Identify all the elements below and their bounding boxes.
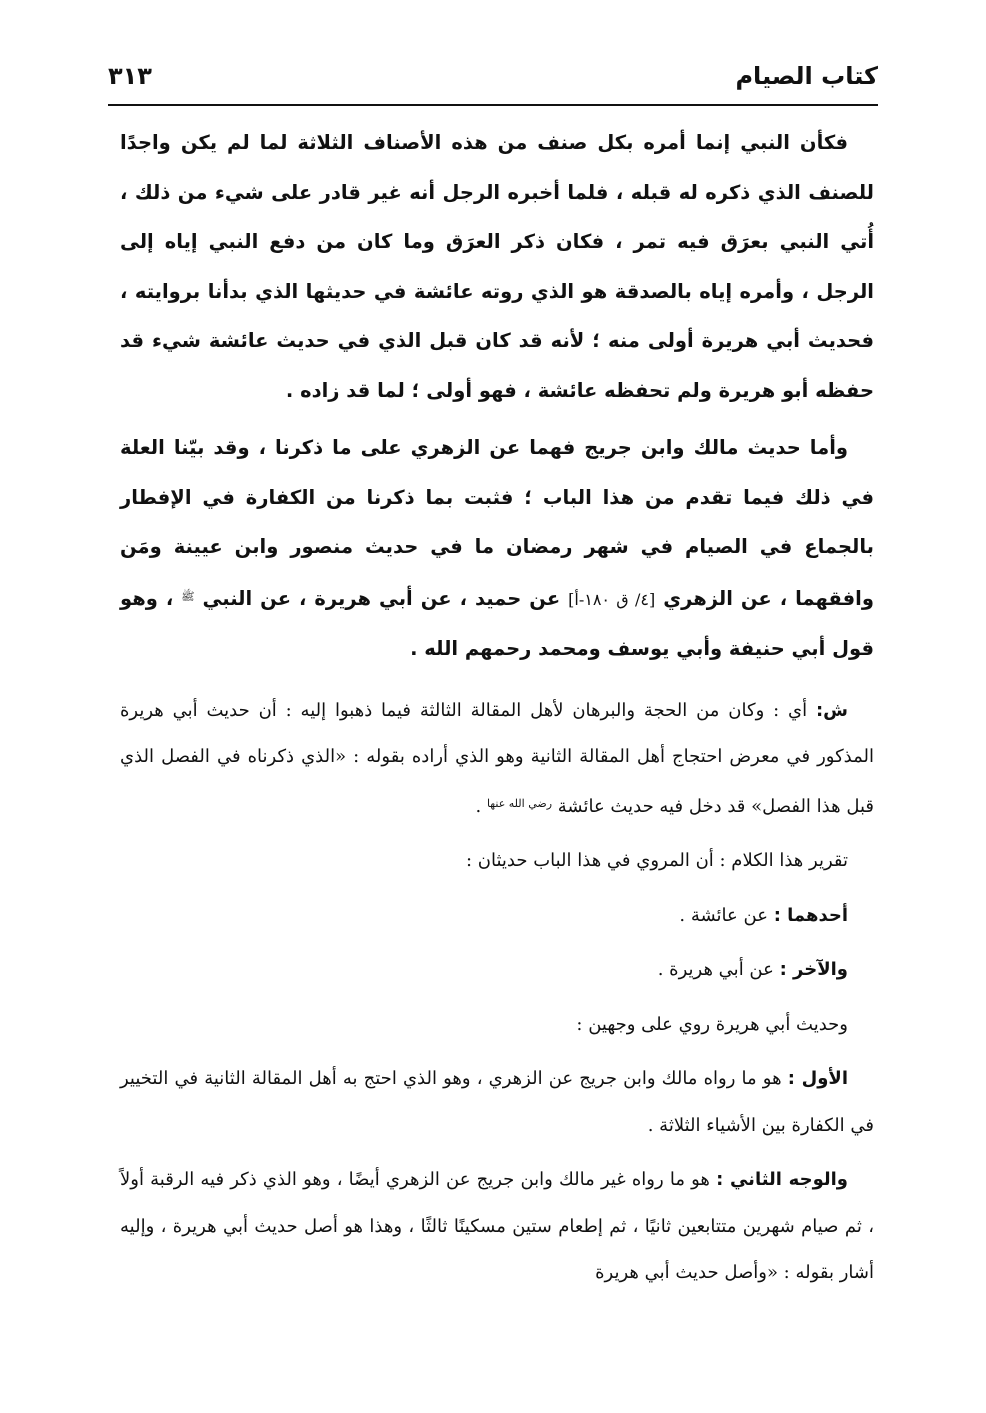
paragraph-8-text: هو ما رواه مالك وابن جريج عن الزهري ، وهو الذي احتج به أهل المقالة الثانية في التخيير في الكفارة بين الأشياء الثلاثة .: [120, 1068, 874, 1136]
manuscript-folio-reference: [٤/ ق ١٨٠-أ]: [568, 589, 656, 609]
paragraph-7: [120, 1002, 874, 1049]
paragraph-3: [120, 688, 874, 831]
radiallahu-anha-glyph: رضي الله عنها: [486, 796, 553, 810]
paragraph-4: [120, 838, 874, 885]
paragraph-2: [120, 423, 874, 674]
paragraph-5-text: عن عائشة .: [679, 904, 768, 926]
first-label: أحدهما :: [773, 904, 848, 926]
paragraph-3-end: .: [475, 795, 482, 817]
running-title: كتاب الصيام: [735, 62, 878, 90]
first-aspect-label: الأول :: [787, 1068, 848, 1089]
paragraph-7-text: وحديث أبي هريرة روي على وجهين :: [576, 1013, 848, 1035]
paragraph-2-text-c: ، وهو قول أبي حنيفة وأبي يوسف ومحمد رحمهم الله .: [120, 586, 874, 660]
page-number: ٣١٣: [108, 62, 152, 90]
page-header: [108, 60, 878, 106]
paragraph-3-text: أي : وكان من الحجة والبرهان لأهل المقالة الثالثة فيما ذهبوا إليه : أن حديث أبي هريرة المذكور في معرض احتجاج أهل المقالة الثانية وهو الذي أراده بقوله : «الذي ذكرناه في الفصل الذي قبل هذا الفصل» قد دخل فيه حديث عائشة: [120, 699, 874, 817]
paragraph-4-text: تقرير هذا الكلام : أن المروي في هذا الباب حديثان :: [465, 850, 848, 871]
page-body: [120, 118, 874, 1297]
paragraph-1-text: فكأن النبي إنما أمره بكل صنف من هذه الأصناف الثلاثة لما لم يكن واجدًا للصنف الذي ذكره له قبله ، فلما أخبره الرجل أنه غير قادر على شيء من ذلك ، أُتي النبي بعرَق فيه تمر ، فكان ذكر العرَق وما كان من دفع النبي إياه إلى الرجل ، وأمره إياه بالصدقة هو الذي روته عائشة في حديثها الذي بدأنا بروايته ، فحديث أبي هريرة أولى منه ؛ لأنه قد كان قبل الذي في حديث عائشة شيء قد حفظه أبو هريرة ولم تحفظه عائشة ، فهو أولى ؛ لما قد زاده .: [120, 131, 874, 402]
second-aspect-label: والوجه الثاني :: [716, 1169, 848, 1190]
commentary-marker: ش:: [815, 699, 848, 721]
paragraph-2-text-b: عن حميد ، عن أبي هريرة ، عن النبي: [202, 586, 561, 610]
paragraph-8: [120, 1056, 874, 1149]
paragraph-5: [120, 893, 874, 940]
paragraph-9: [120, 1157, 874, 1297]
paragraph-6-text: عن أبي هريرة .: [657, 959, 774, 980]
paragraph-9-text: هو ما رواه غير مالك وابن جريج عن الزهري أيضًا ، وهو الذي ذكر فيه الرقبة أولاً ، ثم صيام شهرين متتابعين ثانيًا ، ثم إطعام ستين مسكينًا ثالثًا ، وهذا هو أصل حديث أبي هريرة ، وإليه أشار بقوله : «وأصل حديث أبي هريرة: [120, 1169, 875, 1283]
paragraph-6: [120, 947, 874, 994]
paragraph-1: [120, 118, 874, 415]
other-label: والآخر :: [779, 959, 848, 980]
salawat-glyph: ﷺ: [181, 589, 195, 603]
paragraph-2-text-a: وأما حديث مالك وابن جريج فهما عن الزهري على ما ذكرنا ، وقد بيّنا العلة في ذلك فيما تقدم من هذا الباب ؛ فثبت بما ذكرنا من الكفارة في الإفطار بالجماع في الصيام في شهر رمضان ما في حديث منصور وابن عيينة ومَن وافقهما ، عن الزهري: [120, 436, 874, 610]
